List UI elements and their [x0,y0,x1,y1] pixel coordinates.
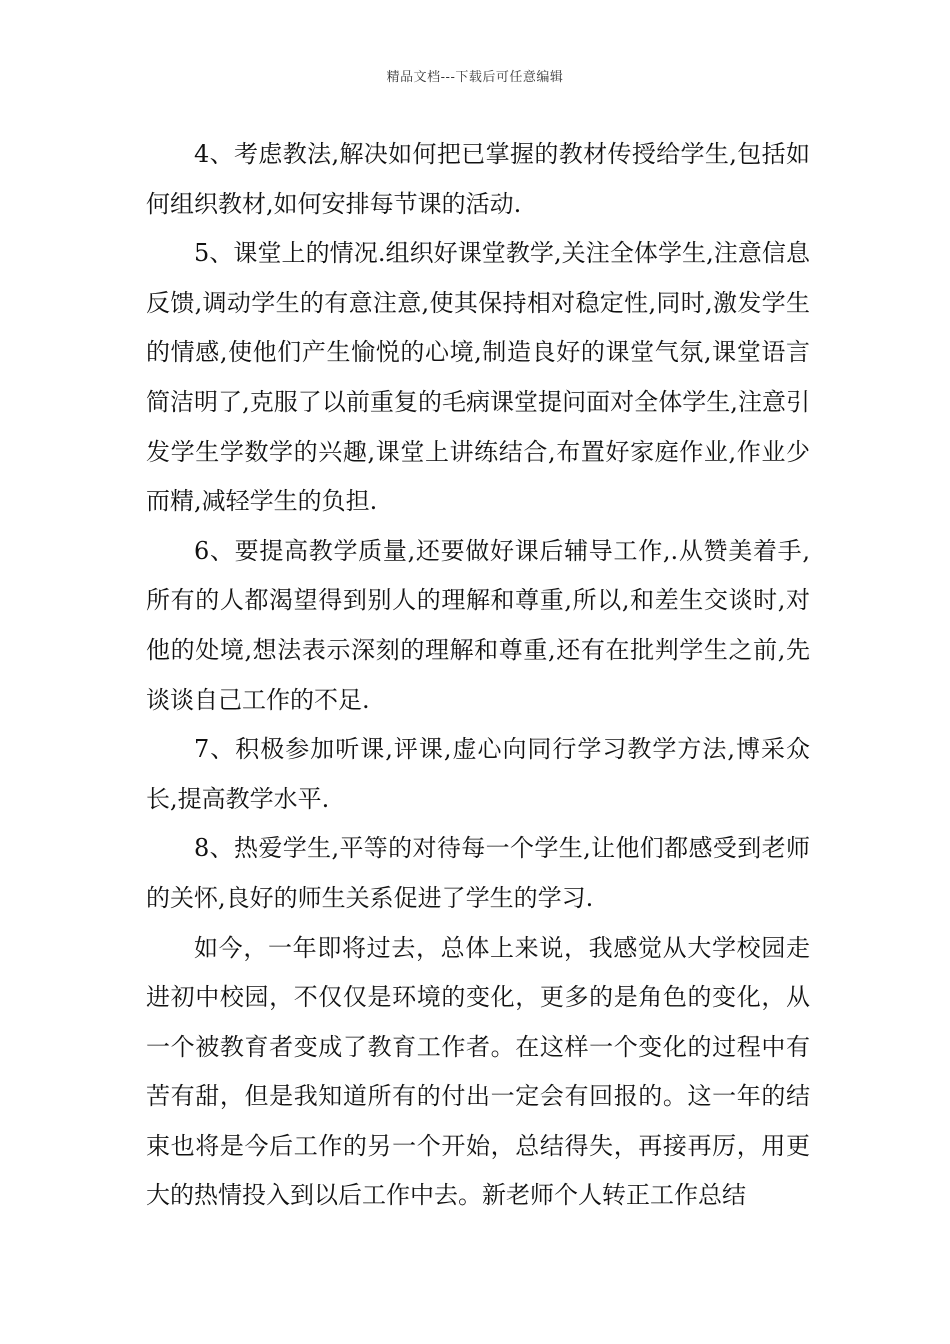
paragraph-item-6: 6、要提高教学质量,还要做好课后辅导工作,.从赞美着手,所有的人都渴望得到别人的理解和尊重,所以,和差生交谈时,对他的处境,想法表示深刻的理解和尊重,还有在批判学生之前,先谈谈自己工作的不足. [146,536,810,714]
paragraph-summary: 如今，一年即将过去，总体上来说，我感觉从大学校园走进初中校园，不仅仅是环境的变化，更多的是角色的变化，从一个被教育者变成了教育工作者。在这样一个变化的过程中有苦有甜，但是我知道所有的付出一定会有回报的。这一年的结束也将是今后工作的另一个开始，总结得失，再接再厉，用更大的热情投入到以后工作中去。新老师个人转正工作总结 [146,933,810,1210]
paragraph-item-8: 8、热爱学生,平等的对待每一个学生,让他们都感受到老师的关怀,良好的师生关系促进了学生的学习. [146,834,810,912]
document-body [146,130,810,1221]
paragraph-item-5: 5、课堂上的情况.组织好课堂教学,关注全体学生,注意信息反馈,调动学生的有意注意,使其保持相对稳定性,同时,激发学生的情感,使他们产生愉悦的心境,制造良好的课堂气氛,课堂语言简洁明了,克服了以前重复的毛病课堂提问面对全体学生,注意引发学生学数学的兴趣,课堂上讲练结合,布置好家庭作业,作业少而精,减轻学生的负担. [146,239,810,516]
paragraph-item-7: 7、积极参加听课,评课,虚心向同行学习教学方法,博采众长,提高教学水平. [146,735,810,813]
page-header: 精品文档---下载后可任意编辑 [386,70,564,85]
paragraph-item-4: 4、考虑教法,解决如何把已掌握的教材传授给学生,包括如何组织教材,如何安排每节课的活动. [146,140,810,218]
